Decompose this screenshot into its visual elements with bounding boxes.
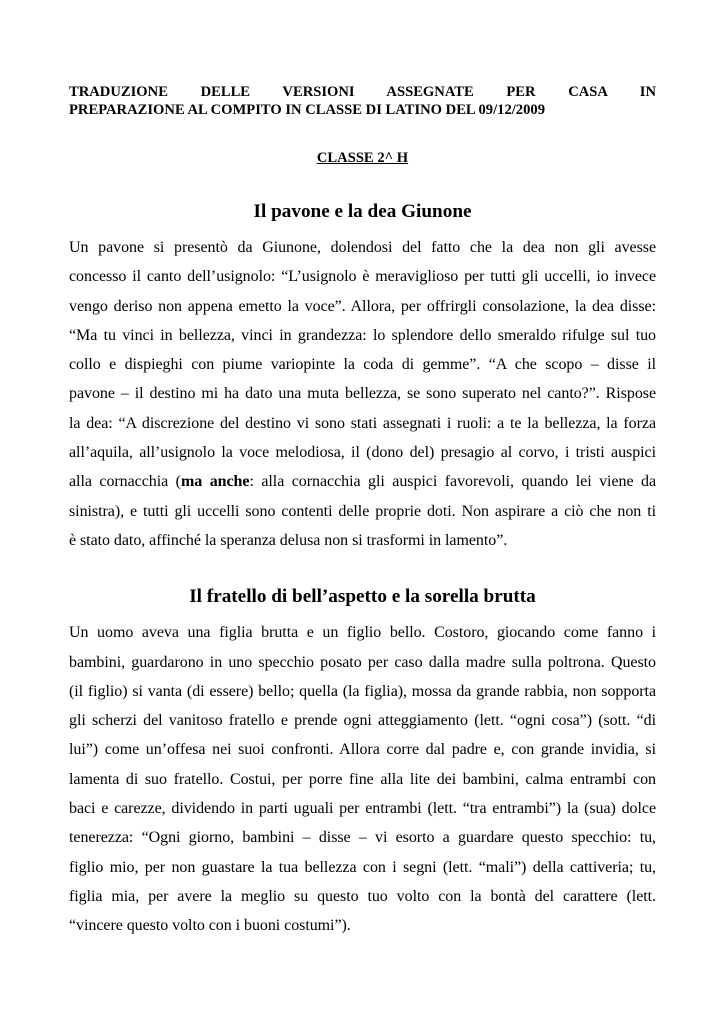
text-line: baci e carezze, dividendo in parti uguali per entrambi (lett. “tra entrambi”) la (sua) dolce — [69, 800, 656, 818]
text-line: è stato dato, affinché la speranza delusa non si trasformi in lamento”. — [69, 531, 508, 549]
text-line: lui”) come un’offesa nei suoi confronti. Allora corre dal padre e, con grande invidia, si — [69, 741, 656, 759]
text-line: pavone – il destino mi ha dato una muta bellezza, se sono superato nel canto?”. Rispose — [69, 385, 656, 403]
text-line — [69, 467, 656, 496]
text-line: Un uomo aveva una figlia brutta e un figlio bello. Costoro, giocando come fanno i — [69, 624, 656, 642]
text-line: “Ma tu vinci in bellezza, vinci in grandezza: lo splendore dello smeraldo rifulge sul tuo — [69, 326, 656, 344]
section-title: Il fratello di bell’aspetto e la sorella brutta — [189, 586, 536, 608]
text-line: sinistra), e tutti gli uccelli sono contenti delle proprie doti. Non aspirare a ciò che non ti — [69, 502, 656, 520]
text-line: figlio mio, per non guastare la tua bellezza con i segni (lett. “mali”) della cattiveria; tu, — [69, 858, 656, 876]
text-line: (il figlio) si vanta (di essere) bello; quella (la figlia), mossa da grande rabbia, non sopporta — [69, 682, 656, 700]
text-line: lamenta di suo fratello. Costui, per porre fine alla lite dei bambini, calma entrambi con — [69, 770, 656, 788]
header-line: TRADUZIONE DELLE VERSIONI ASSEGNATE PER CASA IN — [69, 84, 656, 100]
text-line: all’aquila, all’usignolo la voce melodiosa, il (dono del) presagio al corvo, i tristi auspici — [69, 444, 656, 462]
text-line: la dea: “A discrezione del destino vi sono stati assegnati i ruoli: a te la bellezza, la forza — [69, 414, 656, 432]
text-segment: : alla cornacchia gli auspici favorevoli, quando lei viene da — [249, 473, 656, 491]
text-line: collo e dispieghi con piume variopinte la coda di gemme”. “A che scopo – disse il — [69, 356, 656, 374]
bold-text: ma anche — [180, 473, 250, 491]
text-line: vengo deriso non appena emetto la voce”. Allora, per offrirgli consolazione, la dea disse: — [69, 297, 656, 315]
section-paragraph — [69, 618, 656, 940]
text-line: Un pavone si presentò da Giunone, dolendosi del fatto che la dea non gli avesse — [69, 239, 656, 256]
text-line: bambini, guardarono in uno specchio posato per caso dalla madre sulla poltrona. Questo — [69, 653, 656, 671]
section-paragraph — [69, 233, 656, 555]
text-line: “vincere questo volto con i buoni costumi”). — [69, 917, 351, 935]
text-segment: alla cornacchia ( — [69, 473, 181, 491]
document-header — [69, 83, 656, 119]
text-line: concesso il canto dell’usignolo: “L’usignolo è meraviglioso per tutti gli uccelli, io invece — [69, 268, 656, 286]
text-line: figlia mia, per avere la meglio su questo tuo volto con la bontà del carattere (lett. — [69, 887, 656, 905]
text-line: gli scherzi del vanitoso fratello e prende ogni atteggiamento (lett. “ogni cosa”) (sott. “di — [69, 712, 656, 730]
header-line: PREPARAZIONE AL COMPITO IN CLASSE DI LATINO DEL 09/12/2009 — [69, 102, 545, 118]
text-line: tenerezza: “Ogni giorno, bambini – disse – vi esorto a guardare questo specchio: tu, — [69, 829, 656, 847]
document-page — [69, 83, 656, 941]
class-label: CLASSE 2^ H — [316, 150, 409, 166]
section-title: Il pavone e la dea Giunone — [253, 201, 472, 222]
